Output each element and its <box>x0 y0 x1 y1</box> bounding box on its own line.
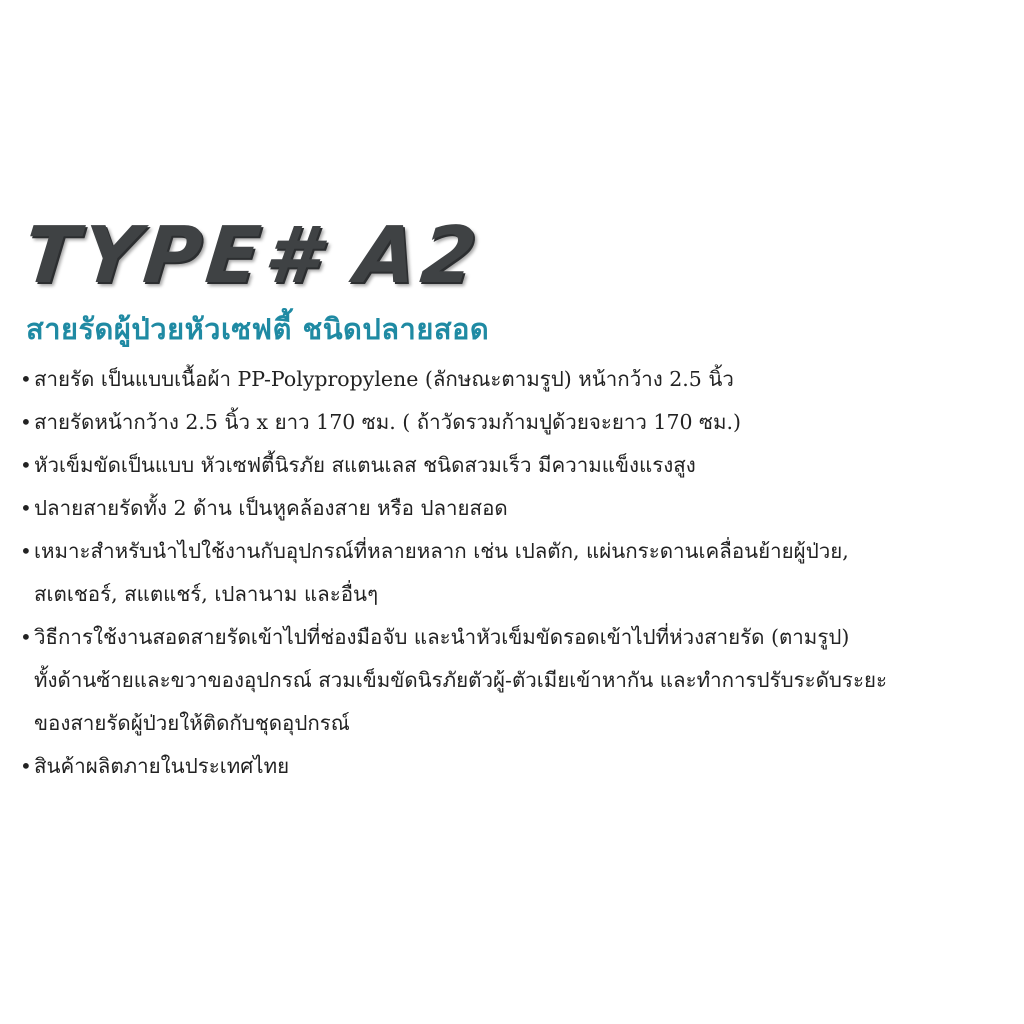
feature-text: ปลายสายรัดทั้ง 2 ด้าน เป็นหูคล้องสาย หรือ ปลายสอด <box>34 496 508 520</box>
bullet-dot: • <box>20 367 32 391</box>
type-title: TYPE# A2 <box>19 211 486 301</box>
product-spec-document <box>18 211 1008 788</box>
feature-text: หัวเข็มขัดเป็นแบบ หัวเซฟตี้นิรภัย สแตนเลส ชนิดสวมเร็ว มีความแข็งแรงสูง <box>34 453 696 477</box>
bullet-dot: • <box>20 410 32 434</box>
feature-item <box>18 530 1008 616</box>
bullet-dot: • <box>20 625 32 649</box>
product-subtitle: สายรัดผู้ป่วยหัวเซฟตี้ ชนิดปลายสอด <box>26 312 490 346</box>
feature-text: เหมาะสำหรับนำไปใช้งานกับอุปกรณ์ที่หลายหลาก เช่น เปลตัก, แผ่นกระดานเคลื่อนย้ายผู้ป่วย, <box>34 539 849 563</box>
feature-item <box>18 401 1008 444</box>
feature-item <box>18 444 1008 487</box>
feature-text: สายรัดหน้ากว้าง 2.5 นิ้ว x ยาว 170 ซม. ( ถ้าวัดรวมก้ามปูด้วยจะยาว 170 ซม.) <box>34 410 741 434</box>
feature-item <box>18 358 1008 401</box>
feature-item <box>18 487 1008 530</box>
bullet-dot: • <box>20 453 32 477</box>
bullet-dot: • <box>20 539 32 563</box>
feature-item <box>18 616 1008 745</box>
feature-text-continuation: สเตเชอร์, สแตแชร์, เปลานาม และอื่นๆ <box>34 582 379 606</box>
feature-text: สินค้าผลิตภายในประเทศไทย <box>34 754 290 778</box>
feature-text-continuation: ของสายรัดผู้ป่วยให้ติดกับชุดอุปกรณ์ <box>34 711 350 735</box>
bullet-dot: • <box>20 496 32 520</box>
feature-item <box>18 745 1008 788</box>
feature-text: สายรัด เป็นแบบเนื้อผ้า PP-Polypropylene (ลักษณะตามรูป) หน้ากว้าง 2.5 นิ้ว <box>34 367 734 391</box>
bullet-dot: • <box>20 754 32 778</box>
feature-text: วิธีการใช้งานสอดสายรัดเข้าไปที่ช่องมือจับ และนำหัวเข็มขัดรอดเข้าไปที่ห่วงสายรัด (ตามรูป) <box>34 625 850 649</box>
feature-text-continuation: ทั้งด้านซ้ายและขวาของอุปกรณ์ สวมเข็มขัดนิรภัยตัวผู้-ตัวเมียเข้าหากัน และทำการปรับระดับระยะ <box>34 668 887 692</box>
feature-list <box>18 358 1008 788</box>
